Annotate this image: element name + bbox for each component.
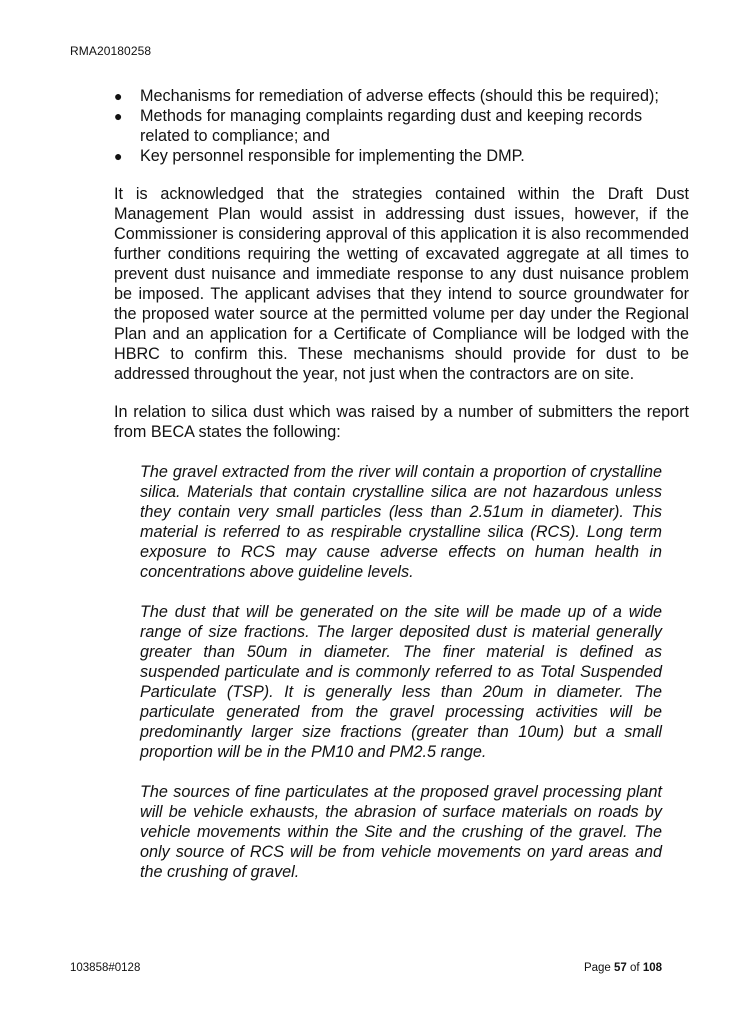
footer-doc-id: 103858#0128: [70, 962, 141, 974]
quote-paragraph-2: The dust that will be generated on the site will be made up of a wide range of size fractions. The larger deposited dust is material generally greater than 50um in diameter. The finer material is defined as suspended particulate and is commonly referred to as Total Suspended Particulate (TSP). It is generally less than 20um in diameter. The particulate generated from the gravel processing activities will be predominantly larger size fractions (greater than 10um) but a small proportion will be in the PM10 and PM2.5 range.: [140, 603, 662, 761]
current-page: 57: [614, 962, 627, 974]
page-content: [114, 86, 689, 882]
bullet-icon: ●: [114, 148, 123, 164]
quote-paragraph-1: The gravel extracted from the river will contain a proportion of crystalline silica. Materials that contain crystalline silica are not hazardous unless they contain very small particles (less than 2.51um in diameter). This material is referred to as respirable crystalline silica (RCS). Long term exposure to RCS may cause adverse effects on human health in concentrations above guideline levels.: [140, 463, 662, 581]
header-reference: RMA20180258: [70, 44, 152, 58]
quote-paragraph-3: The sources of fine particulates at the proposed gravel processing plant will be vehicle exhausts, the abrasion of surface materials on roads by vehicle movements within the Site and the crushing of the gravel. The only source of RCS will be from vehicle movements on yard areas and the crushing of gravel.: [140, 783, 662, 881]
list-item-text: Methods for managing complaints regarding dust and keeping records related to compliance; and: [140, 107, 643, 145]
paragraph-silica-intro: In relation to silica dust which was raised by a number of submitters the report from BECA states the following:: [114, 403, 689, 441]
beca-quote: [140, 462, 662, 882]
list-item: [114, 146, 689, 166]
list-item: [114, 106, 689, 146]
total-pages: 108: [642, 962, 662, 974]
bullet-list: [114, 86, 689, 166]
list-item: [114, 86, 689, 106]
page-label: Page: [583, 962, 611, 974]
list-item-text: Mechanisms for remediation of adverse effects (should this be required);: [140, 87, 659, 105]
of-label: of: [630, 962, 640, 974]
bullet-icon: ●: [114, 88, 123, 104]
footer-page-number: [584, 962, 662, 974]
bullet-icon: ●: [114, 108, 123, 124]
paragraph-acknowledged: It is acknowledged that the strategies contained within the Draft Dust Management Plan would assist in addressing dust issues, however, if the Commissioner is considering approval of this application it is also recommended further conditions requiring the wetting of excavated aggregate at all times to prevent dust nuisance and immediate response to any dust nuisance problem be imposed. The applicant advises that they intend to source groundwater for the proposed water source at the permitted volume per day under the Regional Plan and an application for a Certificate of Compliance will be lodged with the HBRC to confirm this. These mechanisms should provide for dust to be addressed throughout the year, not just when the contractors are on site.: [114, 185, 689, 383]
list-item-text: Key personnel responsible for implementing the DMP.: [140, 147, 525, 165]
